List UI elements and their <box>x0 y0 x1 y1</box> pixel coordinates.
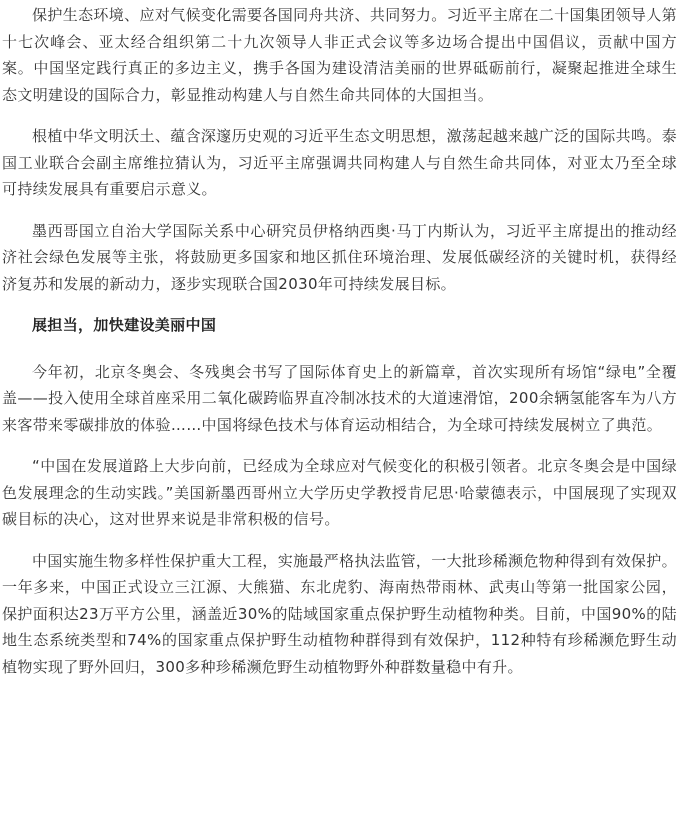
paragraph-3: 墨西哥国立自治大学国际关系中心研究员伊格纳西奥·马丁内斯认为，习近平主席提出的推动经济社会绿色发展等主张，将鼓励更多国家和地区抓住环境治理、发展低碳经济的关键时机，获得经济复苏和发展的新动力，逐步实现联合国2030年可持续发展目标。 <box>2 221 677 293</box>
section-paragraph-2: “中国在发展道路上大步向前，已经成为全球应对气候变化的积极引领者。北京冬奥会是中国绿色发展理念的生动实践。”美国新墨西哥州立大学历史学教授肯尼思·哈蒙德表示，中国展现了实现双碳目标的决心，这对世界来说是非常积极的信号。 <box>2 457 677 528</box>
section-heading: 展担当，加快建设美丽中国 <box>32 316 217 334</box>
section-paragraph-3: 中国实施生物多样性保护重大工程，实施最严格执法监管，一大批珍稀濒危物种得到有效保护。一年多来，中国正式设立三江源、大熊猫、东北虎豹、海南热带雨林、武夷山等第一批国家公园，保护面积达23万平方公里，涵盖近30%的陆域国家重点保护野生动植物种类。目前，中国90%的陆地生态系统类型和74%的国家重点保护野生动植物种群得到有效保护，112种特有珍稀濒危野生动植物实现了野外回归，300多种珍稀濒危野生动植物野外种群数量稳中有升。 <box>2 551 677 676</box>
paragraph-1: 保护生态环境、应对气候变化需要各国同舟共济、共同努力。习近平主席在二十国集团领导人第十七次峰会、亚太经合组织第二十九次领导人非正式会议等多边场合提出中国倡议，贡献中国方案。中国坚定践行真正的多边主义，携手各国为建设清洁美丽的世界砥砺前行，凝聚起推进全球生态文明建设的国际合力，彰显推动构建人与自然生命共同体的大国担当。 <box>2 6 677 104</box>
paragraph-2: 根植中华文明沃土、蕴含深邃历史观的习近平生态文明思想，激荡起越来越广泛的国际共鸣。泰国工业联合会副主席维拉猜认为，习近平主席强调共同构建人与自然生命共同体，对亚太乃至全球可持续发展具有重要启示意义。 <box>2 127 677 198</box>
section-paragraph-1: 今年初，北京冬奥会、冬残奥会书写了国际体育史上的新篇章，首次实现所有场馆“绿电”全覆盖——投入使用全球首座采用二氧化碳跨临界直冷制冰技术的大道速滑馆，200余辆氢能客车为八方来客带来零碳排放的体验……中国将绿色技术与体育运动相结合，为全球可持续发展树立了典范。 <box>2 362 677 434</box>
